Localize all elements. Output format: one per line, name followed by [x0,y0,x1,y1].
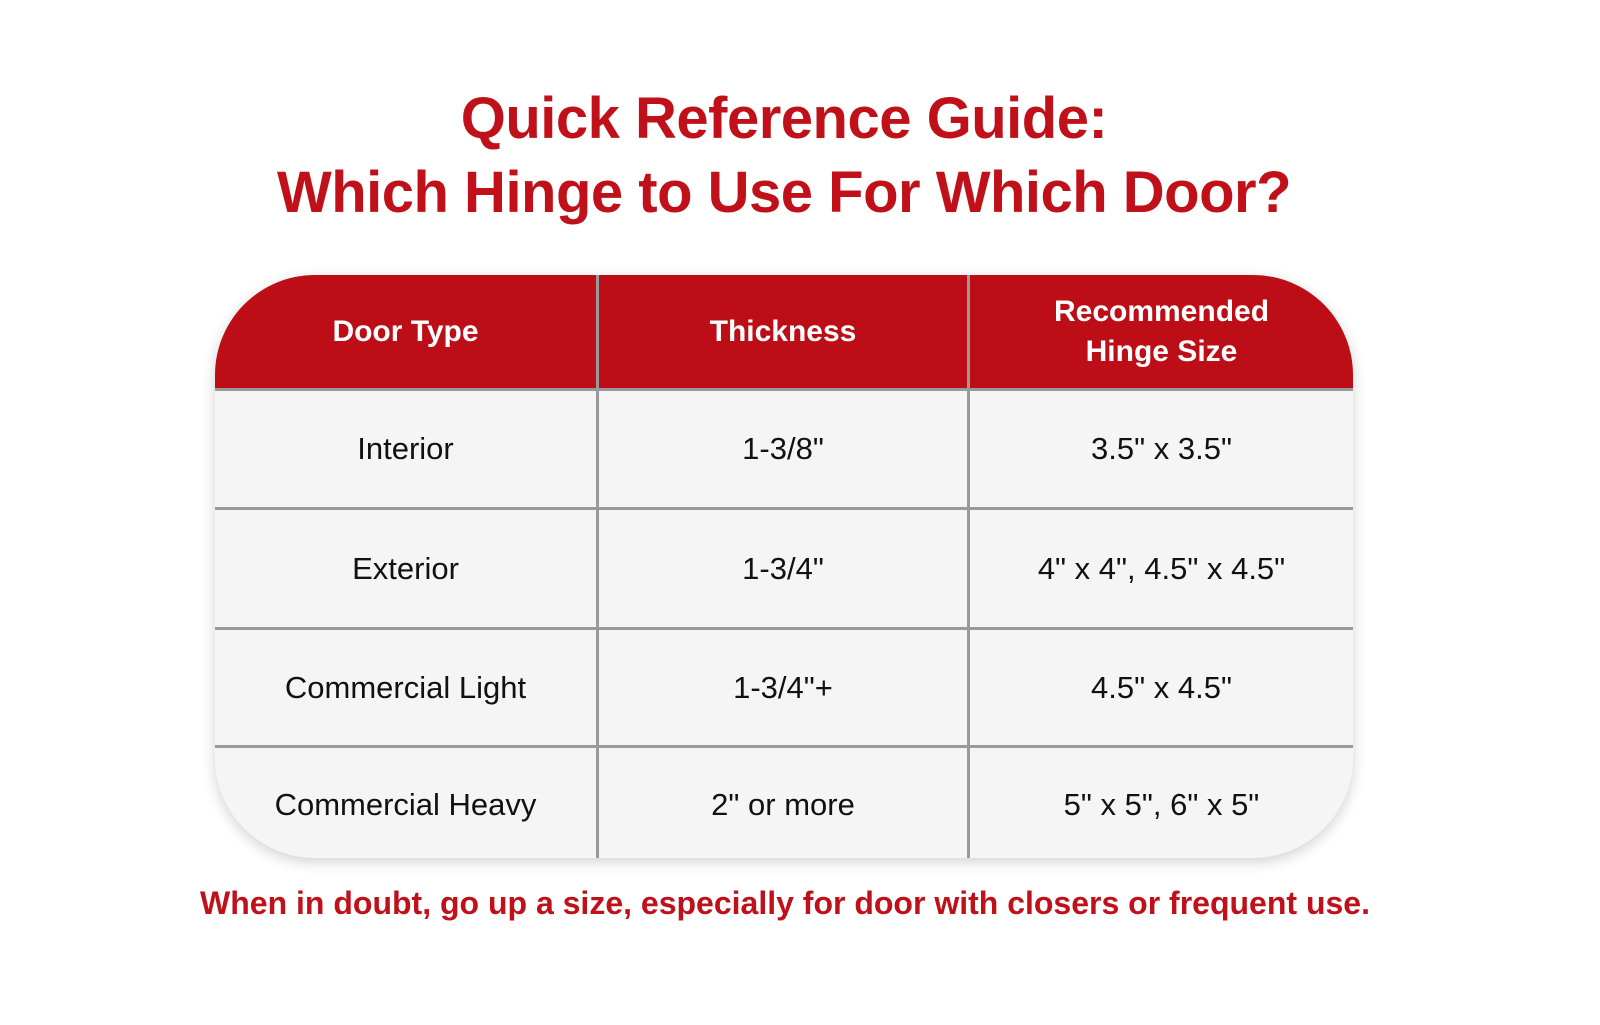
cell-thickness: 1-3/8" [599,391,970,507]
page-title [0,82,1568,230]
header-hinge-size-line-2: Hinge Size [1085,334,1238,368]
table-row [215,748,1353,858]
table-row [215,510,1353,630]
cell-thickness: 1-3/4" [599,510,970,627]
header-thickness: Thickness [599,275,970,388]
table-row [215,391,1353,510]
cell-thickness: 2" or more [599,748,970,858]
header-door-type: Door Type [215,275,599,388]
table-body [215,391,1353,858]
cell-door-type: Exterior [215,510,599,627]
cell-door-type: Commercial Heavy [215,748,599,858]
cell-door-type: Commercial Light [215,630,599,745]
title-line-2: Which Hinge to Use For Which Door? [276,160,1292,225]
cell-hinge-size: 4.5" x 4.5" [1091,669,1232,705]
footer-note: When in doubt, go up a size, especially for door with closers or frequent use. [200,885,1370,921]
title-line-1: Quick Reference Guide: [460,86,1108,151]
cell-hinge-size: 3.5" x 3.5" [1091,431,1232,466]
table-row [215,630,1353,748]
header-hinge-size-line-1: Recommended [1053,294,1270,328]
cell-door-type: Interior [215,391,599,507]
header-hinge-size [970,275,1353,388]
hinge-reference-table [215,275,1353,858]
cell-thickness: 1-3/4"+ [599,630,970,745]
cell-hinge-size: 4" x 4", 4.5" x 4.5" [1037,550,1286,586]
table-header [215,275,1353,391]
cell-hinge-size: 5" x 5", 6" x 5" [1063,786,1260,822]
